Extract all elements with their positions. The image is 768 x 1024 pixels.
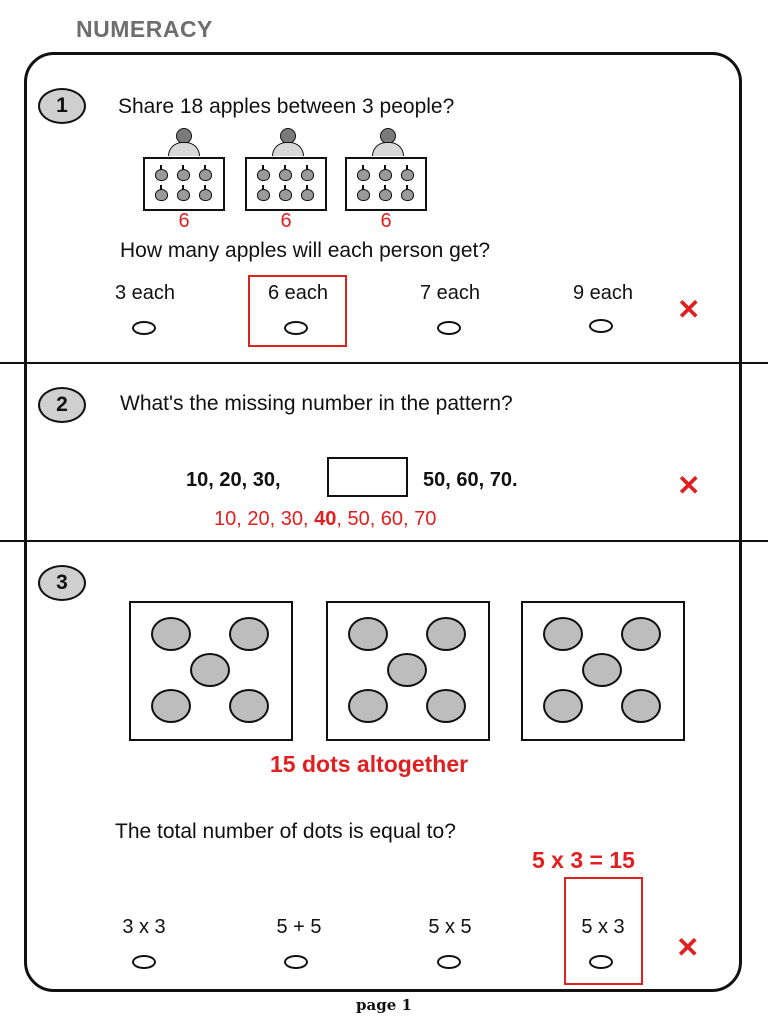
dot-icon bbox=[543, 689, 583, 723]
incorrect-mark-icon: ✕ bbox=[677, 294, 701, 325]
dot-group-2 bbox=[326, 601, 490, 741]
apple-icon bbox=[177, 169, 190, 181]
apple-icon bbox=[199, 169, 212, 181]
dot-icon bbox=[151, 617, 191, 651]
dot-icon bbox=[621, 617, 661, 651]
apple-icon bbox=[257, 169, 270, 181]
dot-icon bbox=[348, 617, 388, 651]
apple-icon bbox=[379, 189, 392, 201]
apple-icon bbox=[379, 169, 392, 181]
dot-icon bbox=[229, 617, 269, 651]
apple-icon bbox=[301, 169, 314, 181]
sequence-end: 50, 60, 70. bbox=[423, 469, 518, 491]
section-divider-2 bbox=[0, 540, 768, 542]
dot-icon bbox=[426, 689, 466, 723]
question-1-number: 1 bbox=[38, 88, 86, 124]
option-label-6-each: 6 each bbox=[267, 282, 329, 304]
section-divider-1 bbox=[0, 362, 768, 364]
person-2-icon bbox=[268, 128, 308, 158]
dot-icon bbox=[582, 653, 622, 687]
missing-number-box[interactable] bbox=[327, 457, 408, 497]
question-2-number: 2 bbox=[38, 387, 86, 423]
person-1-icon bbox=[164, 128, 204, 158]
dot-group-1 bbox=[129, 601, 293, 741]
apple-icon bbox=[155, 169, 168, 181]
apple-group-3 bbox=[345, 157, 427, 211]
apple-icon bbox=[279, 189, 292, 201]
apple-group-2 bbox=[245, 157, 327, 211]
question-2-text: What's the missing number in the pattern? bbox=[120, 392, 513, 415]
option-label-7-each: 7 each bbox=[419, 282, 481, 304]
option-radio-6-each[interactable] bbox=[284, 321, 308, 335]
option-radio-3x3[interactable] bbox=[132, 955, 156, 969]
apple-icon bbox=[357, 189, 370, 201]
question-1-text: Share 18 apples between 3 people? bbox=[118, 95, 455, 118]
option-radio-3-each[interactable] bbox=[132, 321, 156, 335]
apple-icon bbox=[357, 169, 370, 181]
option-label-3x3: 3 x 3 bbox=[122, 916, 166, 938]
option-radio-7-each[interactable] bbox=[437, 321, 461, 335]
dot-icon bbox=[229, 689, 269, 723]
total-dots-note: 15 dots altogether bbox=[270, 751, 469, 777]
apple-icon bbox=[155, 189, 168, 201]
correct-answer-note: 5 x 3 = 15 bbox=[532, 847, 635, 873]
dot-icon bbox=[348, 689, 388, 723]
dot-icon bbox=[151, 689, 191, 723]
sequence-answer-missing: 40 bbox=[314, 508, 337, 530]
apple-icon bbox=[177, 189, 190, 201]
incorrect-mark-icon: ✕ bbox=[677, 470, 701, 501]
option-radio-5x3[interactable] bbox=[589, 955, 613, 969]
page-title: NUMERACY bbox=[76, 16, 213, 42]
dot-icon bbox=[426, 617, 466, 651]
option-radio-5plus5[interactable] bbox=[284, 955, 308, 969]
dot-icon bbox=[387, 653, 427, 687]
page-number: page 1 bbox=[356, 996, 412, 1014]
apple-count-2: 6 bbox=[280, 210, 292, 232]
dot-icon bbox=[543, 617, 583, 651]
apple-icon bbox=[401, 169, 414, 181]
apple-icon bbox=[301, 189, 314, 201]
incorrect-mark-icon: ✕ bbox=[676, 932, 700, 963]
sequence-start: 10, 20, 30, bbox=[186, 469, 281, 491]
apple-icon bbox=[401, 189, 414, 201]
apple-group-1 bbox=[143, 157, 225, 211]
option-label-9-each: 9 each bbox=[572, 282, 634, 304]
sequence-answer-after: , 50, 60, 70 bbox=[336, 508, 437, 530]
apple-icon bbox=[199, 189, 212, 201]
apple-icon bbox=[257, 189, 270, 201]
option-radio-9-each[interactable] bbox=[589, 319, 613, 333]
question-1-subtext: How many apples will each person get? bbox=[120, 239, 491, 262]
option-label-5plus5: 5 + 5 bbox=[276, 916, 322, 938]
option-radio-5x5[interactable] bbox=[437, 955, 461, 969]
apple-count-3: 6 bbox=[380, 210, 392, 232]
apple-count-1: 6 bbox=[178, 210, 190, 232]
apple-icon bbox=[279, 169, 292, 181]
dot-group-3 bbox=[521, 601, 685, 741]
option-label-5x3: 5 x 3 bbox=[581, 916, 625, 938]
sequence-answer bbox=[214, 508, 436, 531]
person-3-icon bbox=[368, 128, 408, 158]
question-3-number: 3 bbox=[38, 565, 86, 601]
sequence-answer-before: 10, 20, 30, bbox=[214, 508, 315, 530]
dot-icon bbox=[190, 653, 230, 687]
option-label-3-each: 3 each bbox=[114, 282, 176, 304]
dot-icon bbox=[621, 689, 661, 723]
option-label-5x5: 5 x 5 bbox=[428, 916, 472, 938]
question-3-text: The total number of dots is equal to? bbox=[115, 820, 456, 843]
